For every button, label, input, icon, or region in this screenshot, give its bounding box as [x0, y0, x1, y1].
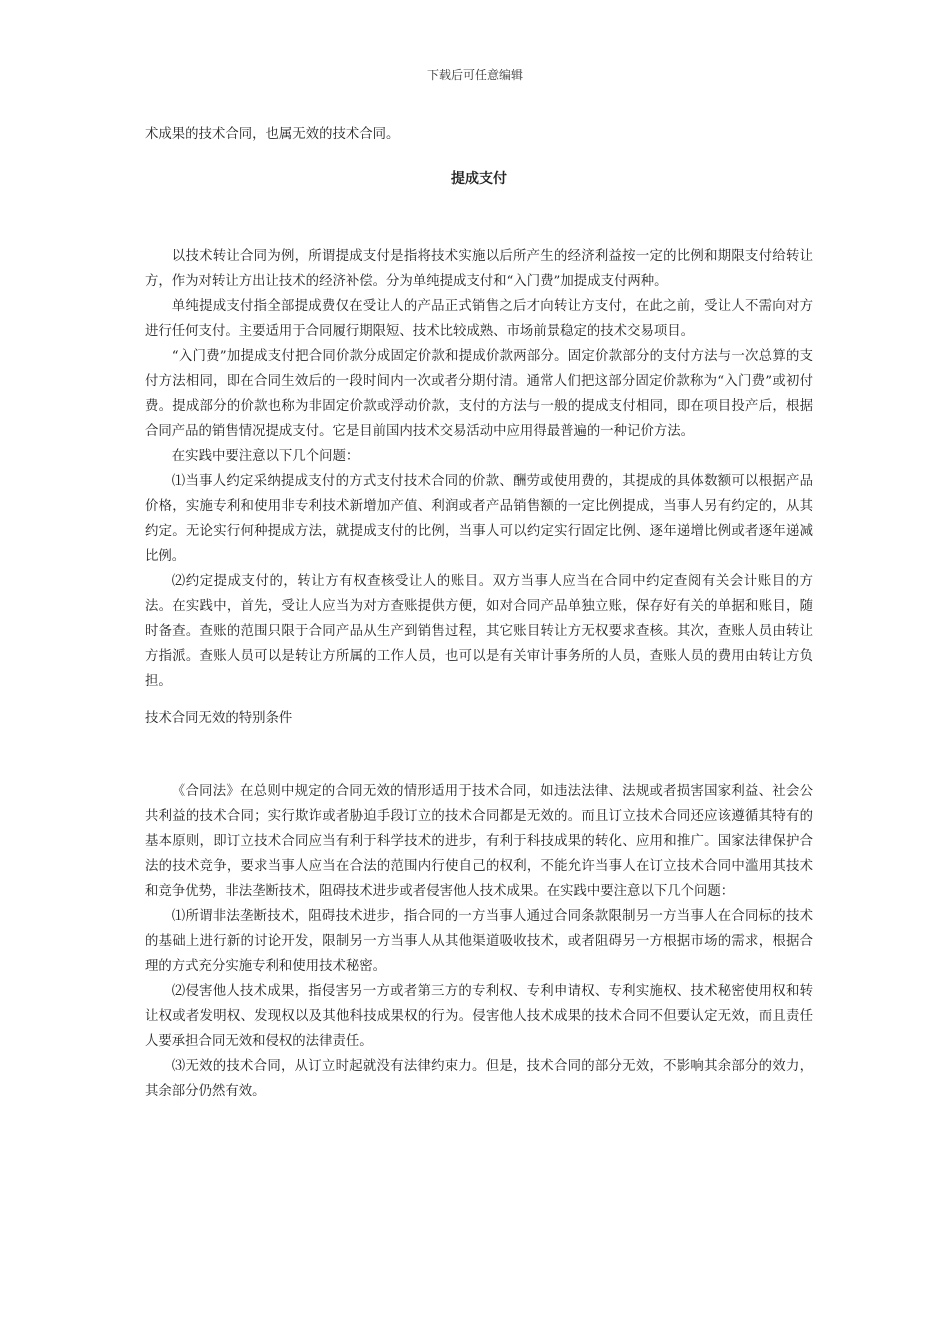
paragraph: ⑶无效的技术合同，从订立时起就没有法律约束力。但是，技术合同的部分无效，不影响其余部分的效力，其余部分仍然有效。 — [145, 1059, 813, 1099]
page-header: 下载后可任意编辑 — [426, 68, 523, 82]
paragraph: ⑴当事人约定采纳提成支付的方式支付技术合同的价款、酬劳或使用费的，其提成的具体数额可以根据产品价格，实施专利和使用非专利技术新增加产值、利润或者产品销售额的一定比例提成，当事人另有约定的，从其约定。无论实行何种提成方法，就提成支付的比例，当事人可以约定实行固定比例、逐年递增比例或者逐年递减比例。 — [145, 474, 813, 564]
paragraph: 在实践中要注意以下几个问题： — [171, 449, 360, 464]
section-title-invalid-conditions: 技术合同无效的特别条件 — [145, 711, 293, 726]
section-title-royalty-payment: 提成支付 — [451, 171, 507, 187]
paragraph: ⑵约定提成支付的，转让方有权查核受让人的账目。双方当事人应当在合同中约定查阅有关会计账目的方法。在实践中，首先，受让人应当为对方查账提供方便，如对合同产品单独立账，保存好有关的单据和账目，随时备查。查账的范围只限于合同产品从生产到销售过程，其它账目转让方无权要求查核。其次，查账人员由转让方指派。查账人员可以是转让方所属的工作人员，也可以是有关审计事务所的人员，查账人员的费用由转让方负担。 — [145, 574, 813, 689]
paragraph: “入门费”加提成支付把合同价款分成固定价款和提成价款两部分。固定价款部分的支付方法与一次总算的支付方法相同，即在合同生效后的一段时间内一次或者分期付清。通常人们把这部分固定价款称为“入门费”或初付费。提成部分的价款也称为非固定价款或浮动价款，支付的方法与一般的提成支付相同，即在项目投产后，根据合同产品的销售情况提成支付。它是目前国内技术交易活动中应用得最普遍的一种记价方法。 — [145, 349, 813, 439]
paragraph: 《合同法》在总则中规定的合同无效的情形适用于技术合同，如违法法律、法规或者损害国家利益、社会公共利益的技术合同；实行欺诈或者胁迫手段订立的技术合同都是无效的。而且订立技术合同还应该遵循其特有的基本原则，即订立技术合同应当有利于科学技术的进步，有利于科技成果的转化、应用和推广。国家法律保护合法的技术竞争，要求当事人应当在合法的范围内行使自己的权利，不能允许当事人在订立技术合同中滥用其技术和竞争优势，非法垄断技术，阻碍技术进步或者侵害他人技术成果。在实践中要注意以下几个问题： — [145, 784, 813, 899]
intro-line: 术成果的技术合同，也属无效的技术合同。 — [145, 127, 400, 142]
paragraph: ⑴所谓非法垄断技术，阻碍技术进步，指合同的一方当事人通过合同条款限制另一方当事人在合同标的技术的基础上进行新的讨论开发，限制另一方当事人从其他渠道吸收技术，或者阻碍另一方根据市场的需求，根据合理的方式充分实施专利和使用技术秘密。 — [145, 909, 813, 974]
paragraph: 单纯提成支付指全部提成费仅在受让人的产品正式销售之后才向转让方支付，在此之前，受让人不需向对方进行任何支付。主要适用于合同履行期限短、技术比较成熟、市场前景稳定的技术交易项目。 — [145, 299, 813, 339]
paragraph: ⑵侵害他人技术成果，指侵害另一方或者第三方的专利权、专利申请权、专利实施权、技术秘密使用权和转让权或者发明权、发现权以及其他科技成果权的行为。侵害他人技术成果的技术合同不但要认定无效，而且责任人要承担合同无效和侵权的法律责任。 — [145, 984, 813, 1049]
document-body — [145, 122, 813, 1104]
paragraph: 以技术转让合同为例，所谓提成支付是指将技术实施以后所产生的经济利益按一定的比例和期限支付给转让方，作为对转让方出让技术的经济补偿。分为单纯提成支付和“入门费”加提成支付两种。 — [145, 249, 813, 289]
